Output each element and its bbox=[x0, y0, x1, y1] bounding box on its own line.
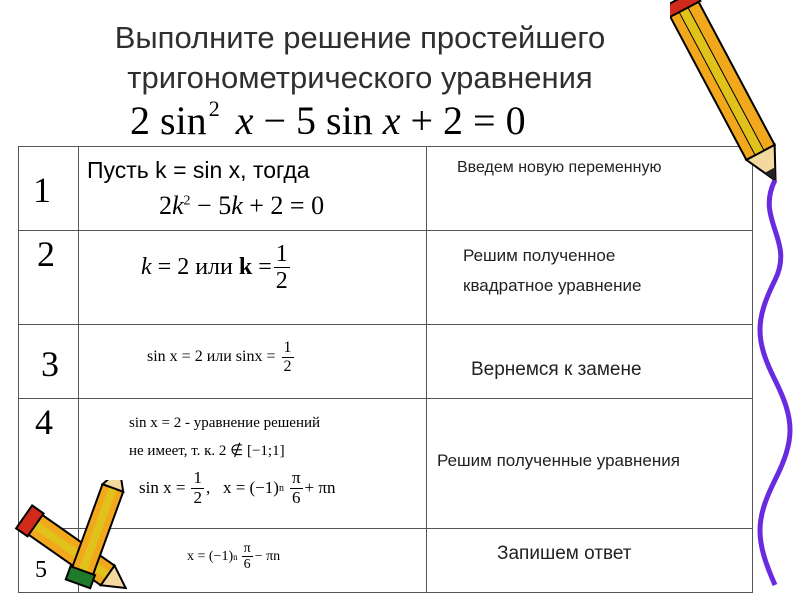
step-2-note bbox=[463, 241, 641, 301]
step-note-cell bbox=[427, 231, 753, 325]
eq-coef: 2 bbox=[130, 98, 150, 143]
fraction-den: 6 bbox=[243, 557, 251, 573]
step-number: 2 bbox=[37, 234, 55, 274]
fraction-den: 2 bbox=[275, 268, 288, 295]
step-1-note: Введем новую переменную bbox=[457, 159, 662, 176]
step-content-cell bbox=[79, 147, 427, 231]
step-note-cell bbox=[427, 325, 753, 399]
step-2-equation bbox=[141, 241, 292, 295]
table-row bbox=[19, 231, 753, 325]
eq-part: = 2 bbox=[157, 254, 190, 281]
step-3-note: Вернемся к замене bbox=[471, 359, 642, 380]
eq-part: k bbox=[238, 254, 253, 281]
eq-part: − 5 bbox=[197, 191, 232, 220]
eq-var: x bbox=[235, 98, 254, 143]
step-3-equation bbox=[147, 339, 296, 375]
pencils-icon bbox=[0, 480, 160, 600]
step-number: 3 bbox=[41, 344, 59, 384]
step-4-note: Решим полученные уравнения bbox=[437, 451, 680, 470]
step-note-cell bbox=[427, 529, 753, 593]
eq-plus: + 2 = 0 bbox=[410, 98, 526, 143]
eq-part: sin x = bbox=[139, 478, 186, 498]
eq-part: n bbox=[278, 482, 284, 494]
step-4-line2: не имеет, т. к. 2 ∉ [−1;1] bbox=[129, 443, 285, 459]
step-5-note: Запишем ответ bbox=[497, 543, 632, 564]
fraction-num: π bbox=[291, 468, 301, 487]
table-row bbox=[19, 325, 753, 399]
main-equation bbox=[130, 96, 526, 144]
note-line: квадратное уравнение bbox=[463, 276, 642, 295]
eq-part: n bbox=[233, 551, 238, 562]
fraction-num: 1 bbox=[283, 339, 292, 356]
fraction bbox=[290, 469, 303, 507]
title-line-1: Выполните решение простейшего bbox=[114, 20, 606, 55]
fraction bbox=[274, 241, 290, 295]
eq-part: , bbox=[205, 478, 211, 498]
eq-part: − πn bbox=[254, 548, 281, 564]
eq-part: 2 bbox=[183, 193, 191, 209]
step-5-answer bbox=[187, 541, 280, 573]
step-number-cell bbox=[19, 325, 79, 399]
fraction-num: 1 bbox=[193, 468, 202, 487]
eq-var-2: x bbox=[382, 98, 401, 143]
eq-part: sin x = 2 или sinx = bbox=[147, 348, 276, 366]
step-number-cell bbox=[19, 231, 79, 325]
pencil-icon bbox=[670, 0, 790, 190]
eq-part: x = (−1) bbox=[187, 548, 234, 564]
fraction-den: 2 bbox=[193, 487, 202, 507]
step-4-line1: sin x = 2 - уравнение решений bbox=[129, 415, 321, 431]
fraction bbox=[191, 469, 204, 507]
step-number-cell bbox=[19, 147, 79, 231]
eq-part: k bbox=[172, 191, 184, 220]
step-content-cell bbox=[79, 231, 427, 325]
fraction bbox=[242, 541, 253, 573]
step-1-equation bbox=[159, 191, 324, 221]
eq-part: = bbox=[258, 254, 272, 281]
eq-part: k bbox=[141, 254, 152, 281]
page-title bbox=[60, 18, 660, 98]
fraction-num: 1 bbox=[275, 241, 288, 267]
eq-part: x = (−1) bbox=[222, 478, 279, 498]
eq-part: или bbox=[195, 254, 233, 281]
eq-sin: sin bbox=[160, 98, 207, 143]
eq-minus: − 5 bbox=[263, 98, 317, 143]
step-1-let: Пусть k = sin x, тогда bbox=[87, 157, 310, 183]
table-row bbox=[19, 147, 753, 231]
fraction-den: 6 bbox=[291, 487, 301, 507]
step-number: 1 bbox=[33, 170, 51, 210]
step-number: 4 bbox=[35, 402, 53, 442]
step-note-cell bbox=[427, 399, 753, 529]
fraction bbox=[282, 339, 294, 375]
step-4-solution bbox=[139, 469, 335, 507]
title-line-2: тригонометрического уравнения bbox=[127, 60, 593, 95]
eq-part: + πn bbox=[304, 478, 336, 498]
eq-power: 2 bbox=[208, 96, 220, 121]
fraction-num: π bbox=[243, 541, 251, 556]
note-line: Решим полученное bbox=[463, 246, 616, 265]
eq-part: + 2 = 0 bbox=[249, 191, 325, 220]
step-content-cell bbox=[79, 325, 427, 399]
eq-sin-2: sin bbox=[326, 98, 373, 143]
step-number: 5 bbox=[35, 557, 47, 583]
squiggle-icon bbox=[750, 180, 800, 590]
eq-part: 2 bbox=[159, 191, 172, 220]
fraction-den: 2 bbox=[283, 357, 292, 375]
eq-part: k bbox=[231, 191, 243, 220]
